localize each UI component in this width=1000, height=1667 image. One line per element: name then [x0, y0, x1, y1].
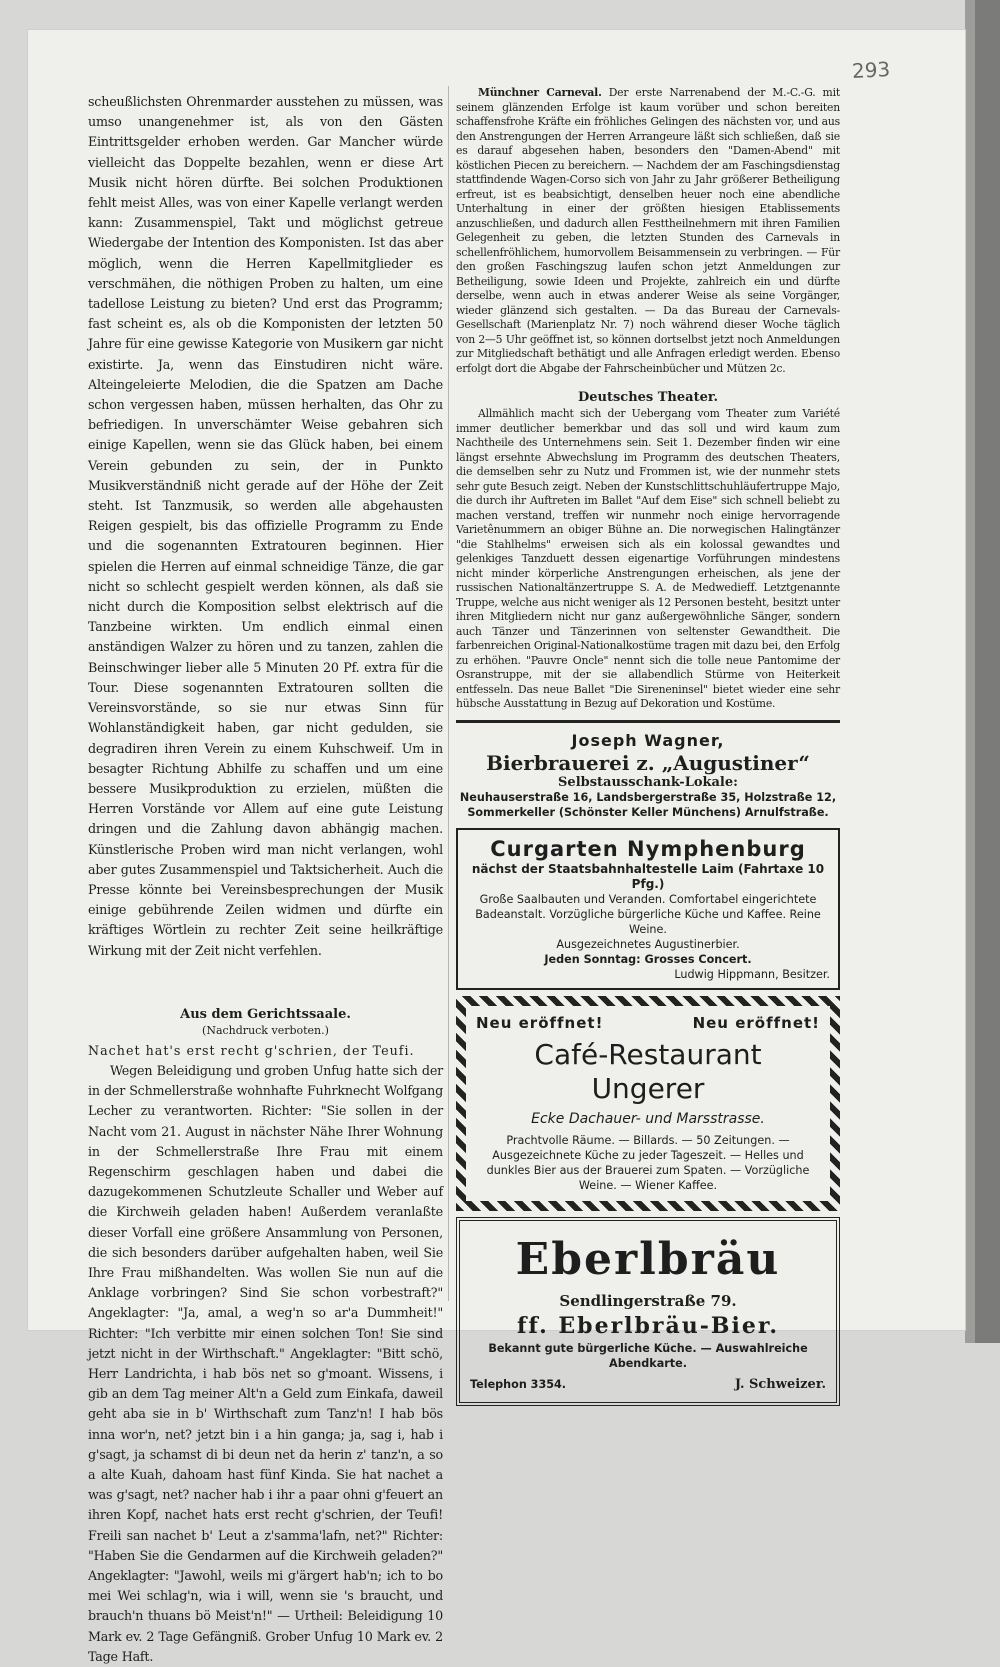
- column-divider: [448, 86, 449, 1301]
- ad-eberl-phone: Telephon 3354.: [470, 1377, 567, 1391]
- ad-cafe-open-left: Neu eröffnet!: [476, 1013, 604, 1032]
- ad-curgarten-concert: Jeden Sonntag: Grosses Concert.: [544, 952, 752, 966]
- ad-eberl-address: Sendlingerstraße 79.: [559, 1291, 737, 1310]
- ad-cafe-title: Café-Restaurant Ungerer: [534, 1037, 762, 1105]
- page-number: 293: [851, 57, 891, 83]
- theater-text: Allmählich macht sich der Uebergang vom Theater zum Variété immer deutlicher bemerkbar und das soll und wird kaum zum Nachtheile des Unternehmens sein. Seit 1. Dezember finden wir eine längst ersehnte Abwechslung im Programm des deutschen Theaters, die demselben sehr zu Nutz und Frommen ist, wie der nunmehr stets sehr gute Besuch zeigt. Neben der Kunstschlittschuhläufertruppe Majo, die durch ihr Auftreten im Ballet "Auf dem Eise" sich schnell beliebt zu machen verstand, treffen wir nunmehr noch einige hervorragende Varietênummern an obiger Bühne an. Die norwegischen Halingtänzer "die Stahlhelms" erweisen sich als ein kolossal gewandtes und gelenkiges Tanzduett dessen eigenartige Vorführungen mindestens nicht minder körperliche Anstrengungen erheischen, als jene der russischen Nationaltänzertruppe S. A. de Medwedieff. Letztgenannte Truppe, welche aus nicht weniger als 12 Personen besteht, besitzt unter ihren Mitgliedern nicht nur ganz außergewöhnliche Sänger, sondern auch Tänzer und Tänzerinnen von seltenster Gewandtheit. Die farbenreichen Original-Nationalkostüme tragen mit dazu bei, den Erfolg zu erhöhen. "Pauvre Oncle" nennt sich die tolle neue Pantomime der Osranstruppe, mit der sie allabendlich Stürme von Heiterkeit entfesseln. Das neue Ballet "Die Sireneninsel" bietet wieder eine sehr hübsche Ausstattung in Bezug auf Dekoration und Kostüme.: [456, 407, 840, 710]
- ad-curgarten-owner: Ludwig Hippmann, Besitzer.: [674, 967, 830, 981]
- ad-augustiner-owner: Joseph Wagner,: [571, 730, 725, 750]
- ad-separator: [456, 720, 840, 723]
- ad-augustiner-sub: Selbstausschank-Lokale:: [558, 774, 738, 790]
- ad-curgarten-beer: Ausgezeichnetes Augustinerbier.: [556, 937, 740, 951]
- article-music-text: scheußlichsten Ohrenmarder ausstehen zu müssen, was umso unangenehmer ist, als von den Gästen Eintrittsgelder erhoben werden. Gar Mancher würde vielleicht das Doppelte bezahlen, wenn er diese Art Musik nicht hören dürfte. Bei solchen Produktionen fehlt meist Alles, was von einer Kapelle verlangt werden kann: Zusammenspiel, Takt und möglichst getreue Wiedergabe der Intention des Komponisten. Ist das aber möglich, wenn die Herren Kapellmitglieder es verschmähen, die nöthigen Proben zu halten, um eine tadellose Leistung zu bieten? Und erst das Programm; fast scheint es, als ob die Komponisten der letzten 50 Jahre für eine gewisse Kategorie von Musikern gar nicht existirte. Ja, wenn das Einstudiren nicht wäre. Alteingeleierte Melodien, die die Spatzen am Dache schon vergessen haben, müssen herhalten, das Ohr zu befriedigen. In unverschämter Weise gebahren sich einige Kapellen, wenn sie das Glück haben, bei einem Verein gebunden zu sein, der in Punkto Musikverständniß nicht gerade auf der Höhe der Zeit steht. Ist Tanzmusik, so werden alle abgehausten Reigen gespielt, bis das offizielle Programm zu Ende und die sogenannten Extratouren beginnen. Hier spielen die Herren auf einmal schneidige Tänze, die gar nicht so schlecht gespielt werden können, als daß sie nicht durch die Komposition selbst elektrisch auf die Tanzbeine wirkten. Um endlich einmal einen anständigen Walzer zu hören und zu tanzen, zahlen die Beinschwinger lieber alle 5 Minuten 20 Pf. extra für die Tour. Diese sogenannten Extratouren sollten die Vereinsvorstände, so sie nur etwas Sinn für Wohlanständigkeit haben, gar nicht gedulden, sie degradiren ihren Verein zu einem Kuhschweif. Um in besagter Richtung Abhilfe zu schaffen und um eine bessere Musikproduktion zu erzielen, müßten die Herren Vorstände vor Allem auf eine gute Leistung dringen und die Zahlung davon abhängig machen. Künstlerische Proben wird man nicht verlangen, wohl aber gutes Zusammenspiel und Taktsicherheit. Auch die Presse könnte bei Vereinsbesprechungen der Musik einige gebührende Zeilen widmen und dürfte ein kräftiges Wörtlein zu rechter Zeit seine heilkräftige Wirkung mit der Zeit nicht verfehlen.: [88, 94, 443, 958]
- ad-cafe-subtitle: Ecke Dachauer- und Marsstrasse.: [531, 1110, 765, 1127]
- ad-cafe-line2: Ausgezeichnete Küche zu jeder Tageszeit. — Helles und: [492, 1148, 804, 1162]
- ad-eberl-title: Eberlbräu: [515, 1233, 781, 1285]
- ad-eberl-beer: ff. Eberlbräu-Bier.: [516, 1312, 780, 1339]
- ad-augustiner-addresses: Neuhauserstraße 16, Landsbergerstraße 35, Holzstraße 12,: [459, 790, 837, 804]
- court-subtitle: Nachet hat's erst recht g'schrien, der Teufi.: [88, 1042, 415, 1058]
- theater-title: Deutsches Theater.: [577, 390, 719, 405]
- carneval-article: [456, 86, 840, 376]
- left-column: [88, 92, 443, 1667]
- ad-curgarten: [456, 828, 840, 990]
- section-title-courtroom: Aus dem Gerichtssaale.: [180, 1006, 351, 1022]
- ad-eberl-owner: J. Schweizer.: [734, 1376, 826, 1392]
- ad-cafe-open-right: Neu eröffnet!: [692, 1013, 820, 1032]
- court-report-text: Wegen Beleidigung und groben Unfug hatte sich der in der Schmellerstraße wohnhafte Fuhrknecht Wolfgang Lecher zu verantworten. Richter: "Sie sollen in der Nacht vom 21. August in nächster Nähe Ihrer Wohnung in der Schmellerstraße Ihre Frau mit einem Regenschirm geschlagen haben und dabei die dazugekommenen Schutzleute Schaller und Weber auf die Kirchweih geladen haben! Außerdem veranlaßte dieser Vorfall eine größere Ansammlung von Personen, die sich besonders darüber aufgehalten haben, weil Sie Ihre Frau mißhandelten. Was wollen Sie nun auf die Anklage vorbringen? Sind Sie schon vorbestraft?" Angeklagter: "Ja, amal, a weg'n so ar'a Dummheit!" Richter: "Ich verbitte mir einen solchen Ton! Sie sind jetzt nicht in der Wirthschaft." Angeklagter: "Bitt schö, Herr Landrichta, i hab bös net so g'moant. Wissens, i gib an dem Tag meiner Alt'n a Geld zum Einkafa, daweil geht aba sie in b' Wirthschaft zum Tanz'n! I hab bös inna wor'n, net? jetzt bin i a hin ganga; ja, sag i, hab i g'sagt, ja schamst di bi deun net da herin z' tanz'n, a so a alte Kuah, dahoam hast fünf Kinda. Sie hat nachet a was g'sagt, net? nacher hab i ihr a paar ohni g'feuert an ihren Kopf, nachet hats erst recht g'schrien, der Teufi! Freili san nachet b' Leut a z'samma'lafn, net?" Richter: "Haben Sie die Gendarmen auf die Kirchweih geladen?" Angeklagter: "Jawohl, weils mi g'ärgert hab'n; ich to bo mei Wei schlag'n, wia i will, wenn sie 's braucht, und brauch'n thuans bö Meist'n!" — Urtheil: Beleidigung 10 Mark ev. 2 Tage Gefängniß. Grober Unfug 10 Mark ev. 2 Tage Haft.: [88, 1062, 443, 1664]
- ad-augustiner-keller: Sommerkeller (Schönster Keller Münchens) Arnulfstraße.: [467, 805, 829, 819]
- ad-eberl-kitchen: Bekannt gute bürgerliche Küche. — Auswahlreiche Abendkarte.: [488, 1341, 808, 1370]
- ad-augustiner-title: Bierbrauerei z. „Augustiner“: [486, 750, 810, 775]
- ad-curgarten-location: nächst der Staatsbahnhaltestelle Laim (Fahrtaxe 10 Pfg.): [471, 861, 825, 891]
- carneval-text: Der erste Narrenabend der M.-C.-G. mit seinem glänzenden Erfolge ist kaum vorüber und schon bereiten schaffensfrohe Kräfte ein fröhliches Gelingen des nächsten vor, und aus den Anstrengungen der Herren Arrangeure läßt sich schließen, daß sie es darauf abgesehen haben, besonders den "Damen-Abend" mit köstlichen Piecen zu bereichern. — Nachdem der am Faschingsdienstag stattfindende Wagen-Corso sich von Jahr zu Jahr größerer Betheiligung erfreut, ist es beabsichtigt, denselben heuer noch eine abendliche Unterhaltung in einer der größten hiesigen Etablissements anzuschließen, und dadurch allen Festtheilnehmern mit ihren Familien Gelegenheit zu geben, die letzten Stunden des Carnevals in schellenfröhlichem, humorvollem Beisammensein zu verbringen. — Für den großen Faschingszug laufen schon jetzt Anmeldungen zur Betheiligung, sowie Ideen und Projekte, zahlreich ein und dürfte derselbe, wenn auch in etwas anderer Weise als seine Vorgänger, wieder glänzend sich gestalten. — Da das Bureau der Carnevals-Gesellschaft (Marienplatz Nr. 7) noch während dieser Woche täglich von 2—5 Uhr geöffnet ist, so können dortselbst jetzt noch Anmeldungen zur Mitgliedschaft bethätigt und alle Anfragen erledigt werden. Ebenso erfolgt dort die Abgabe der Fahrscheinbücher und Mützen 2c.: [456, 86, 840, 375]
- right-column: [456, 86, 840, 1412]
- ad-augustiner: [456, 729, 840, 822]
- reprint-note: (Nachdruck verboten.): [202, 1023, 329, 1037]
- page-edge-dark: [975, 0, 1000, 1343]
- ad-eberlbraeu: [456, 1217, 840, 1406]
- ad-cafe-ungerer: [456, 996, 840, 1211]
- ad-curgarten-title: Curgarten Nymphenburg: [490, 836, 806, 861]
- ad-curgarten-desc: Große Saalbauten und Veranden. Comfortabel eingerichtete Badeanstalt. Vorzügliche bürgerliche Küche und Kaffee. Reine Weine.: [475, 892, 821, 936]
- ad-cafe-line1: Prachtvolle Räume. — Billards. — 50 Zeitungen. —: [506, 1133, 790, 1147]
- carneval-heading: Münchner Carneval.: [478, 86, 602, 99]
- ad-cafe-line3: dunkles Bier aus der Brauerei zum Spaten. — Vorzügliche Weine. — Wiener Kaffee.: [486, 1163, 810, 1192]
